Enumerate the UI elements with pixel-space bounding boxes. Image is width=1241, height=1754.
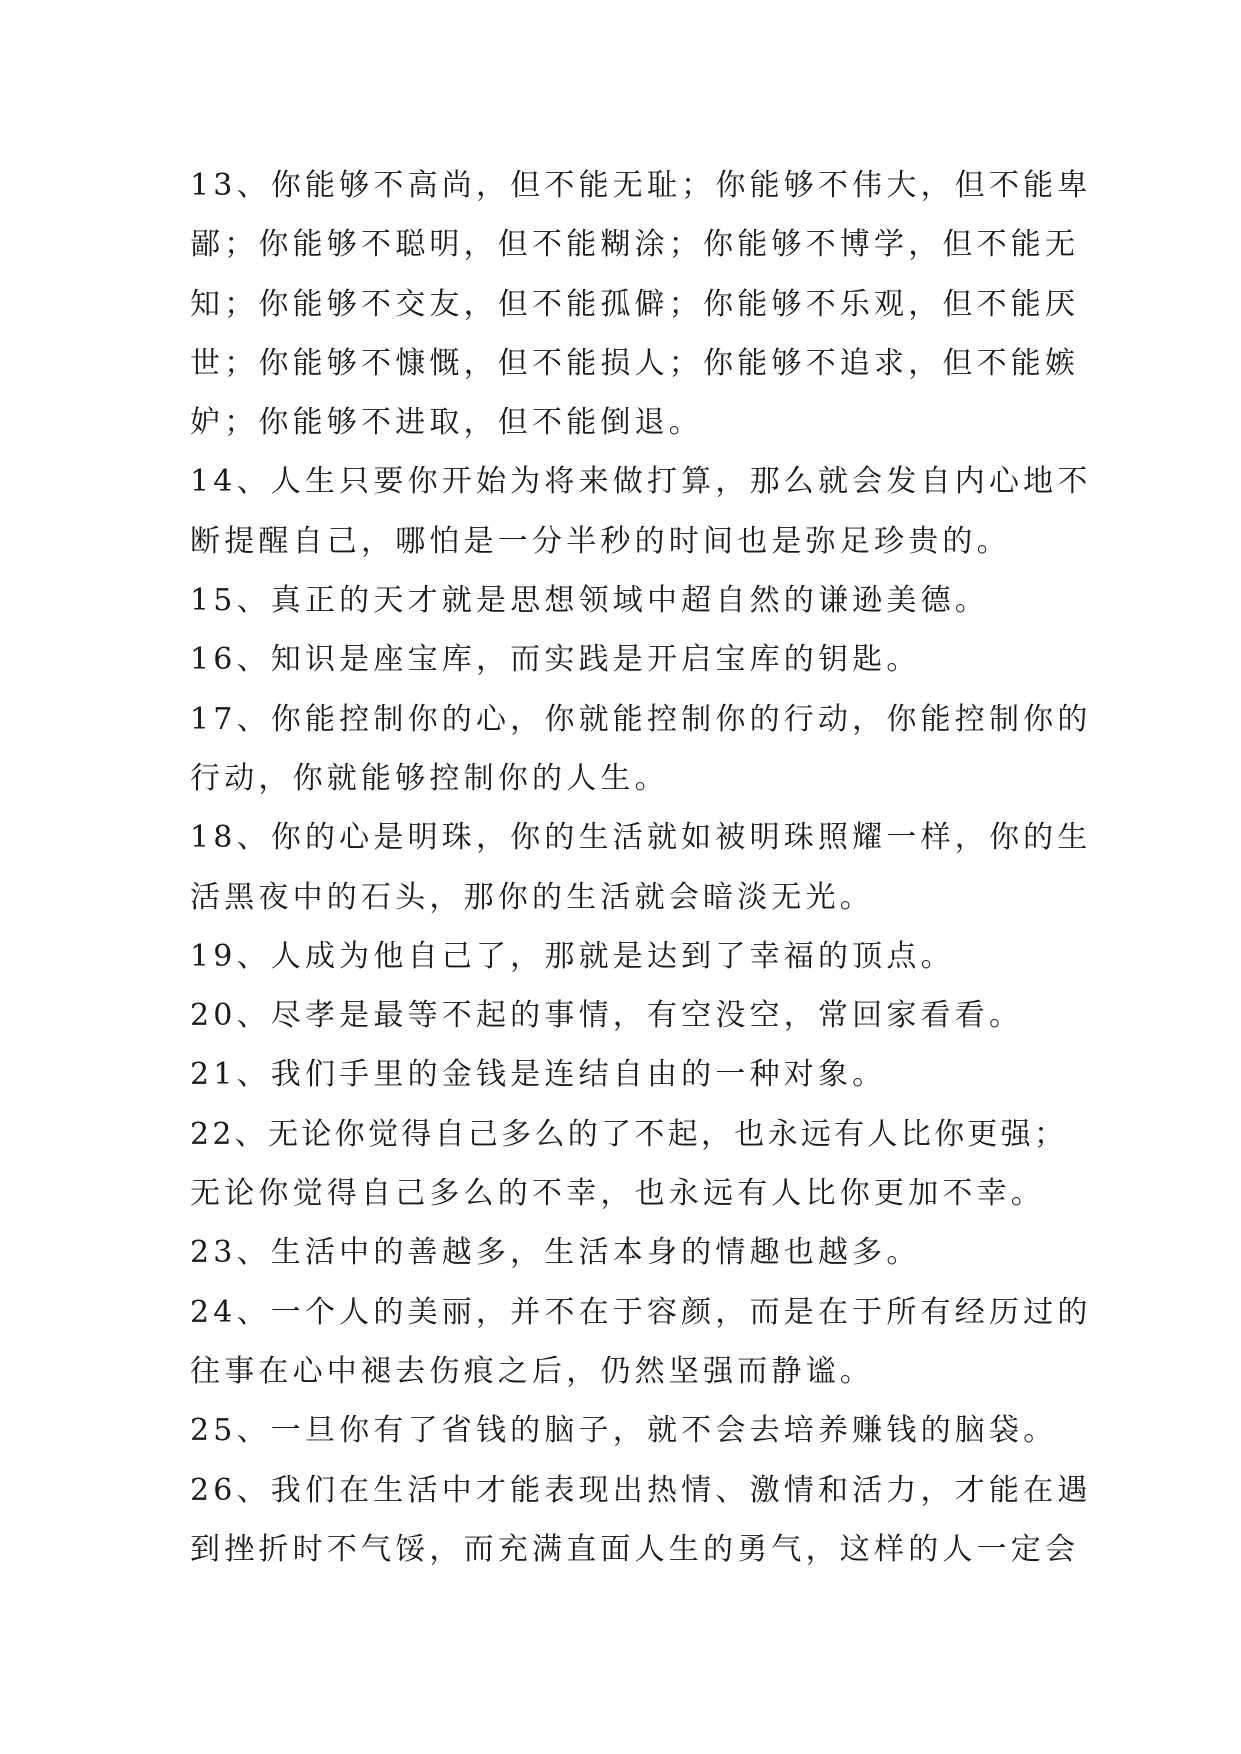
text-line: 妒；你能够不进取，但不能倒退。 (190, 405, 703, 441)
text-line: 13、你能够不高尚，但不能无耻；你能够不伟大，但不能卑 (190, 168, 1092, 203)
text-line: 18、你的心是明珠，你的生活就如被明珠照耀一样，你的生 (190, 820, 1092, 856)
text-line: 17、你能控制你的心，你就能控制你的行动，你能控制你的 (190, 701, 1092, 737)
text-line: 23、生活中的善越多，生活本身的情趣也越多。 (190, 1235, 921, 1271)
text-line: 19、人成为他自己了，那就是达到了幸福的顶点。 (190, 938, 955, 974)
text-line: 20、尽孝是最等不起的事情，有空没空，常回家看看。 (190, 998, 1024, 1034)
text-line: 26、我们在生活中才能表现出热情、激情和活力，才能在遇 (190, 1472, 1092, 1508)
text-line: 活黑夜中的石头，那你的生活就会暗淡无光。 (190, 879, 874, 915)
text-line: 14、人生只要你开始为将来做打算，那么就会发自内心地不 (190, 464, 1092, 500)
text-line: 行动，你就能够控制你的人生。 (190, 760, 669, 796)
text-line: 知；你能够不交友，但不能孤僻；你能够不乐观，但不能厌 (190, 286, 1080, 322)
text-line: 鄙；你能够不聪明，但不能糊涂；你能够不博学，但不能无 (190, 227, 1080, 263)
text-line: 15、真正的天才就是思想领域中超自然的谦逊美德。 (190, 583, 989, 619)
text-line: 断提醒自己，哪怕是一分半秒的时间也是弥足珍贵的。 (190, 523, 1011, 559)
text-line: 无论你觉得自己多么的不幸，也永远有人比你更加不幸。 (190, 1176, 1045, 1212)
text-line: 16、知识是座宝库，而实践是开启宝库的钥匙。 (190, 642, 921, 678)
text-line: 22、无论你觉得自己多么的了不起，也永远有人比你更强； (190, 1116, 1068, 1152)
text-line: 往事在心中褪去伤痕之后，仍然坚强而静谧。 (190, 1353, 874, 1389)
text-line: 24、一个人的美丽，并不在于容颜，而是在于所有经历过的 (190, 1294, 1092, 1330)
text-line: 世；你能够不慷慨，但不能损人；你能够不追求，但不能嫉 (190, 345, 1080, 381)
text-line: 21、我们手里的金钱是连结自由的一种对象。 (190, 1057, 887, 1093)
document-body (190, 156, 1092, 1579)
text-line: 25、一旦你有了省钱的脑子，就不会去培养赚钱的脑袋。 (190, 1413, 1058, 1449)
text-line: 到挫折时不气馁，而充满直面人生的勇气，这样的人一定会 (190, 1531, 1080, 1567)
